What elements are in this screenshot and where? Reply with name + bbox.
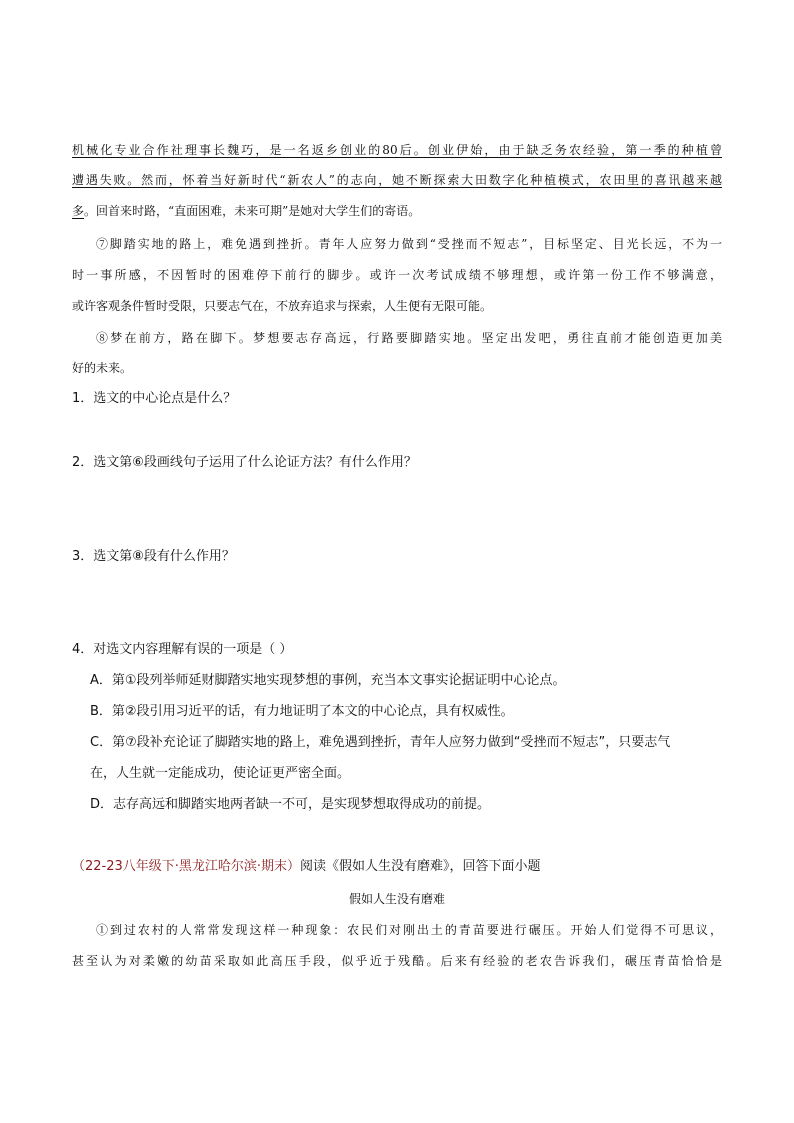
paragraph-6-line-1: 机械化专业合作社理事长魏巧，是一名返乡创业的80后。创业伊始，由于缺乏务农经验，第一季的种植曾 bbox=[72, 143, 722, 157]
paragraph-6-text-end: 。回首来时路，“直面困难，未来可期”是她对大学生们的寄语。 bbox=[84, 204, 421, 218]
question-4-option-d: D．志存高远和脚踏实地两者缺一不可，是实现梦想取得成功的前提。 bbox=[90, 797, 491, 812]
question-4-option-a: A．第①段列举师延财脚踏实地实现梦想的事例，充当本文事实论据证明中心论点。 bbox=[90, 673, 566, 688]
source-tag: （22-23八年级下·黑龙江哈尔滨·期末） bbox=[72, 859, 301, 874]
question-4-option-b: B．第②段引用习近平的话，有力地证明了本文的中心论点，具有权威性。 bbox=[90, 704, 514, 719]
paragraph-6-line-2: 遭遇失败。然而，怀着当好新时代“新农人”的志向，她不断探索大田数字化种植模式，农田里的喜讯越来越 bbox=[72, 173, 722, 187]
question-3: 3．选文第⑧段有什么作用？ bbox=[72, 549, 235, 564]
paragraph-8-line-1: ⑧梦在前方，路在脚下。梦想要志存高远，行路要脚踏实地。坚定出发吧，勇往直前才能创造更加美 bbox=[96, 331, 722, 345]
question-4-option-c-line-2: 在，人生就一定能成功，使论证更严密全面。 bbox=[90, 766, 351, 781]
paragraph-7-line-1: ⑦脚踏实地的路上，难免遇到挫折。青年人应努力做到“受挫而不短志”，目标坚定、目光长远，不为一 bbox=[96, 237, 722, 251]
next-paragraph-1-line-2: 甚至认为对柔嫩的幼苗采取如此高压手段，似乎近于残酷。后来有经验的老农告诉我们，碾压青苗恰恰是 bbox=[72, 954, 722, 968]
question-4: 4．对选文内容理解有误的一项是（ ） bbox=[72, 642, 293, 657]
paragraph-6-underlined-end: 多 bbox=[72, 204, 85, 218]
question-4-option-c-line-1: C．第⑦段补充论证了脚踏实地的路上，难免遇到挫折，青年人应努力做到“受挫而不短志”，只要志气 bbox=[90, 735, 671, 750]
paragraph-7-line-3: 或许客观条件暂时受限，只要志气在，不放弃追求与探索，人生便有无限可能。 bbox=[72, 299, 493, 313]
passage-title: 假如人生没有磨难 bbox=[348, 892, 445, 906]
paragraph-7-line-2: 时一事所感，不因暂时的困难停下前行的脚步。或许一次考试成绩不够理想，或许第一份工作不够满意， bbox=[72, 268, 722, 282]
question-1: 1．选文的中心论点是什么？ bbox=[72, 391, 237, 406]
next-paragraph-1-line-1: ①到过农村的人常常发现这样一种现象：农民们对刚出土的青苗要进行碾压。开始人们觉得不可思议， bbox=[96, 923, 722, 937]
paragraph-8-line-2: 好的未来。 bbox=[72, 361, 133, 375]
paragraph-6-line-3 bbox=[72, 202, 722, 220]
question-2: 2．选文第⑥段画线句子运用了什么论证方法？有什么作用？ bbox=[72, 455, 417, 470]
reading-instruction: 阅读《假如人生没有磨难》，回答下面小题 bbox=[300, 859, 541, 874]
next-section-header bbox=[72, 858, 722, 876]
